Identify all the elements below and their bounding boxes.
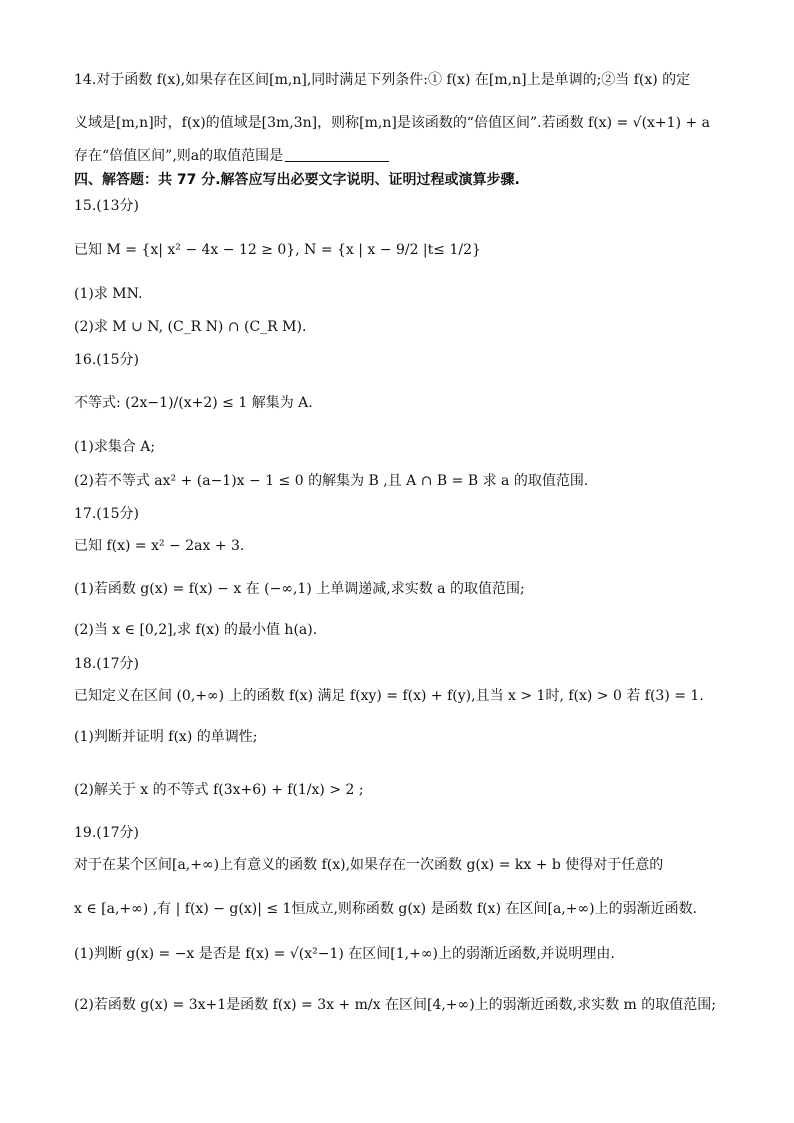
q16-part-2: (2)若不等式 ax² + (a−1)x − 1 ≤ 0 的解集为 B ,且 A ∩ B = B 求 a 的取值范围. [74, 473, 589, 489]
q16-stem: 不等式: (2x−1)/(x+2) ≤ 1 解集为 A. [74, 395, 313, 411]
q19-stem-1: 对于在某个区间[a,+∞)上有意义的函数 f(x),如果存在一次函数 g(x) = kx + b 使得对于任意的 [74, 857, 664, 873]
q14-line-1: 14.对于函数 f(x),如果存在区间[m,n],同时满足下列条件:① f(x) 在[m,n]上是单调的;②当 f(x) 的定 [74, 72, 691, 88]
q15-part-1: (1)求 MN. [74, 286, 143, 302]
q14-line-3 [74, 146, 734, 166]
q18-part-2: (2)解关于 x 的不等式 f(3x+6) + f(1/x) > 2 ; [74, 782, 364, 798]
q17-header: 17.(15分) [74, 506, 140, 522]
q19-part-2: (2)若函数 g(x) = 3x+1是函数 f(x) = 3x + m/x 在区间[4,+∞)上的弱渐近函数,求实数 m 的取值范围; [74, 997, 717, 1013]
q15-part-2: (2)求 M ∪ N, (C_R N) ∩ (C_R M). [74, 319, 307, 335]
q19-stem-2: x ∈ [a,+∞) ,有 | f(x) − g(x)| ≤ 1恒成立,则称函数 g(x) 是函数 f(x) 在区间[a,+∞)上的弱渐近函数. [74, 901, 698, 917]
q14-line-2: 义域是[m,n]时，f(x)的值域是[3m,3n]，则称[m,n]是该函数的“倍值区间”.若函数 f(x) = √(x+1) + a [74, 115, 711, 131]
q17-part-1: (1)若函数 g(x) = f(x) − x 在 (−∞,1) 上单调递减,求实数 a 的取值范围; [74, 581, 525, 597]
q14-line-3-text: 存在“倍值区间”,则a的取值范围是 [74, 148, 284, 164]
q16-part-1: (1)求集合 A; [74, 439, 156, 455]
section-heading: 四、解答题：共 77 分.解答应写出必要文字说明、证明过程或演算步骤. [74, 172, 520, 188]
q17-part-2: (2)当 x ∈ [0,2],求 f(x) 的最小值 h(a). [74, 622, 318, 638]
q15-stem: 已知 M = {x| x² − 4x − 12 ≥ 0}, N = {x | x − 9/2 |t≤ 1/2} [74, 242, 481, 258]
q17-stem: 已知 f(x) = x² − 2ax + 3. [74, 538, 245, 554]
q19-header: 19.(17分) [74, 825, 140, 841]
q18-part-1: (1)判断并证明 f(x) 的单调性; [74, 729, 258, 745]
q16-header: 16.(15分) [74, 352, 140, 368]
answer-blank [285, 147, 389, 162]
q15-header: 15.(13分) [74, 198, 140, 214]
q18-stem: 已知定义在区间 (0,+∞) 上的函数 f(x) 满足 f(xy) = f(x) + f(y),且当 x > 1时, f(x) > 0 若 f(3) = 1. [74, 688, 704, 704]
q19-part-1: (1)判断 g(x) = −x 是否是 f(x) = √(x²−1) 在区间[1,+∞)上的弱渐近函数,并说明理由. [74, 946, 615, 962]
q18-header: 18.(17分) [74, 656, 140, 672]
